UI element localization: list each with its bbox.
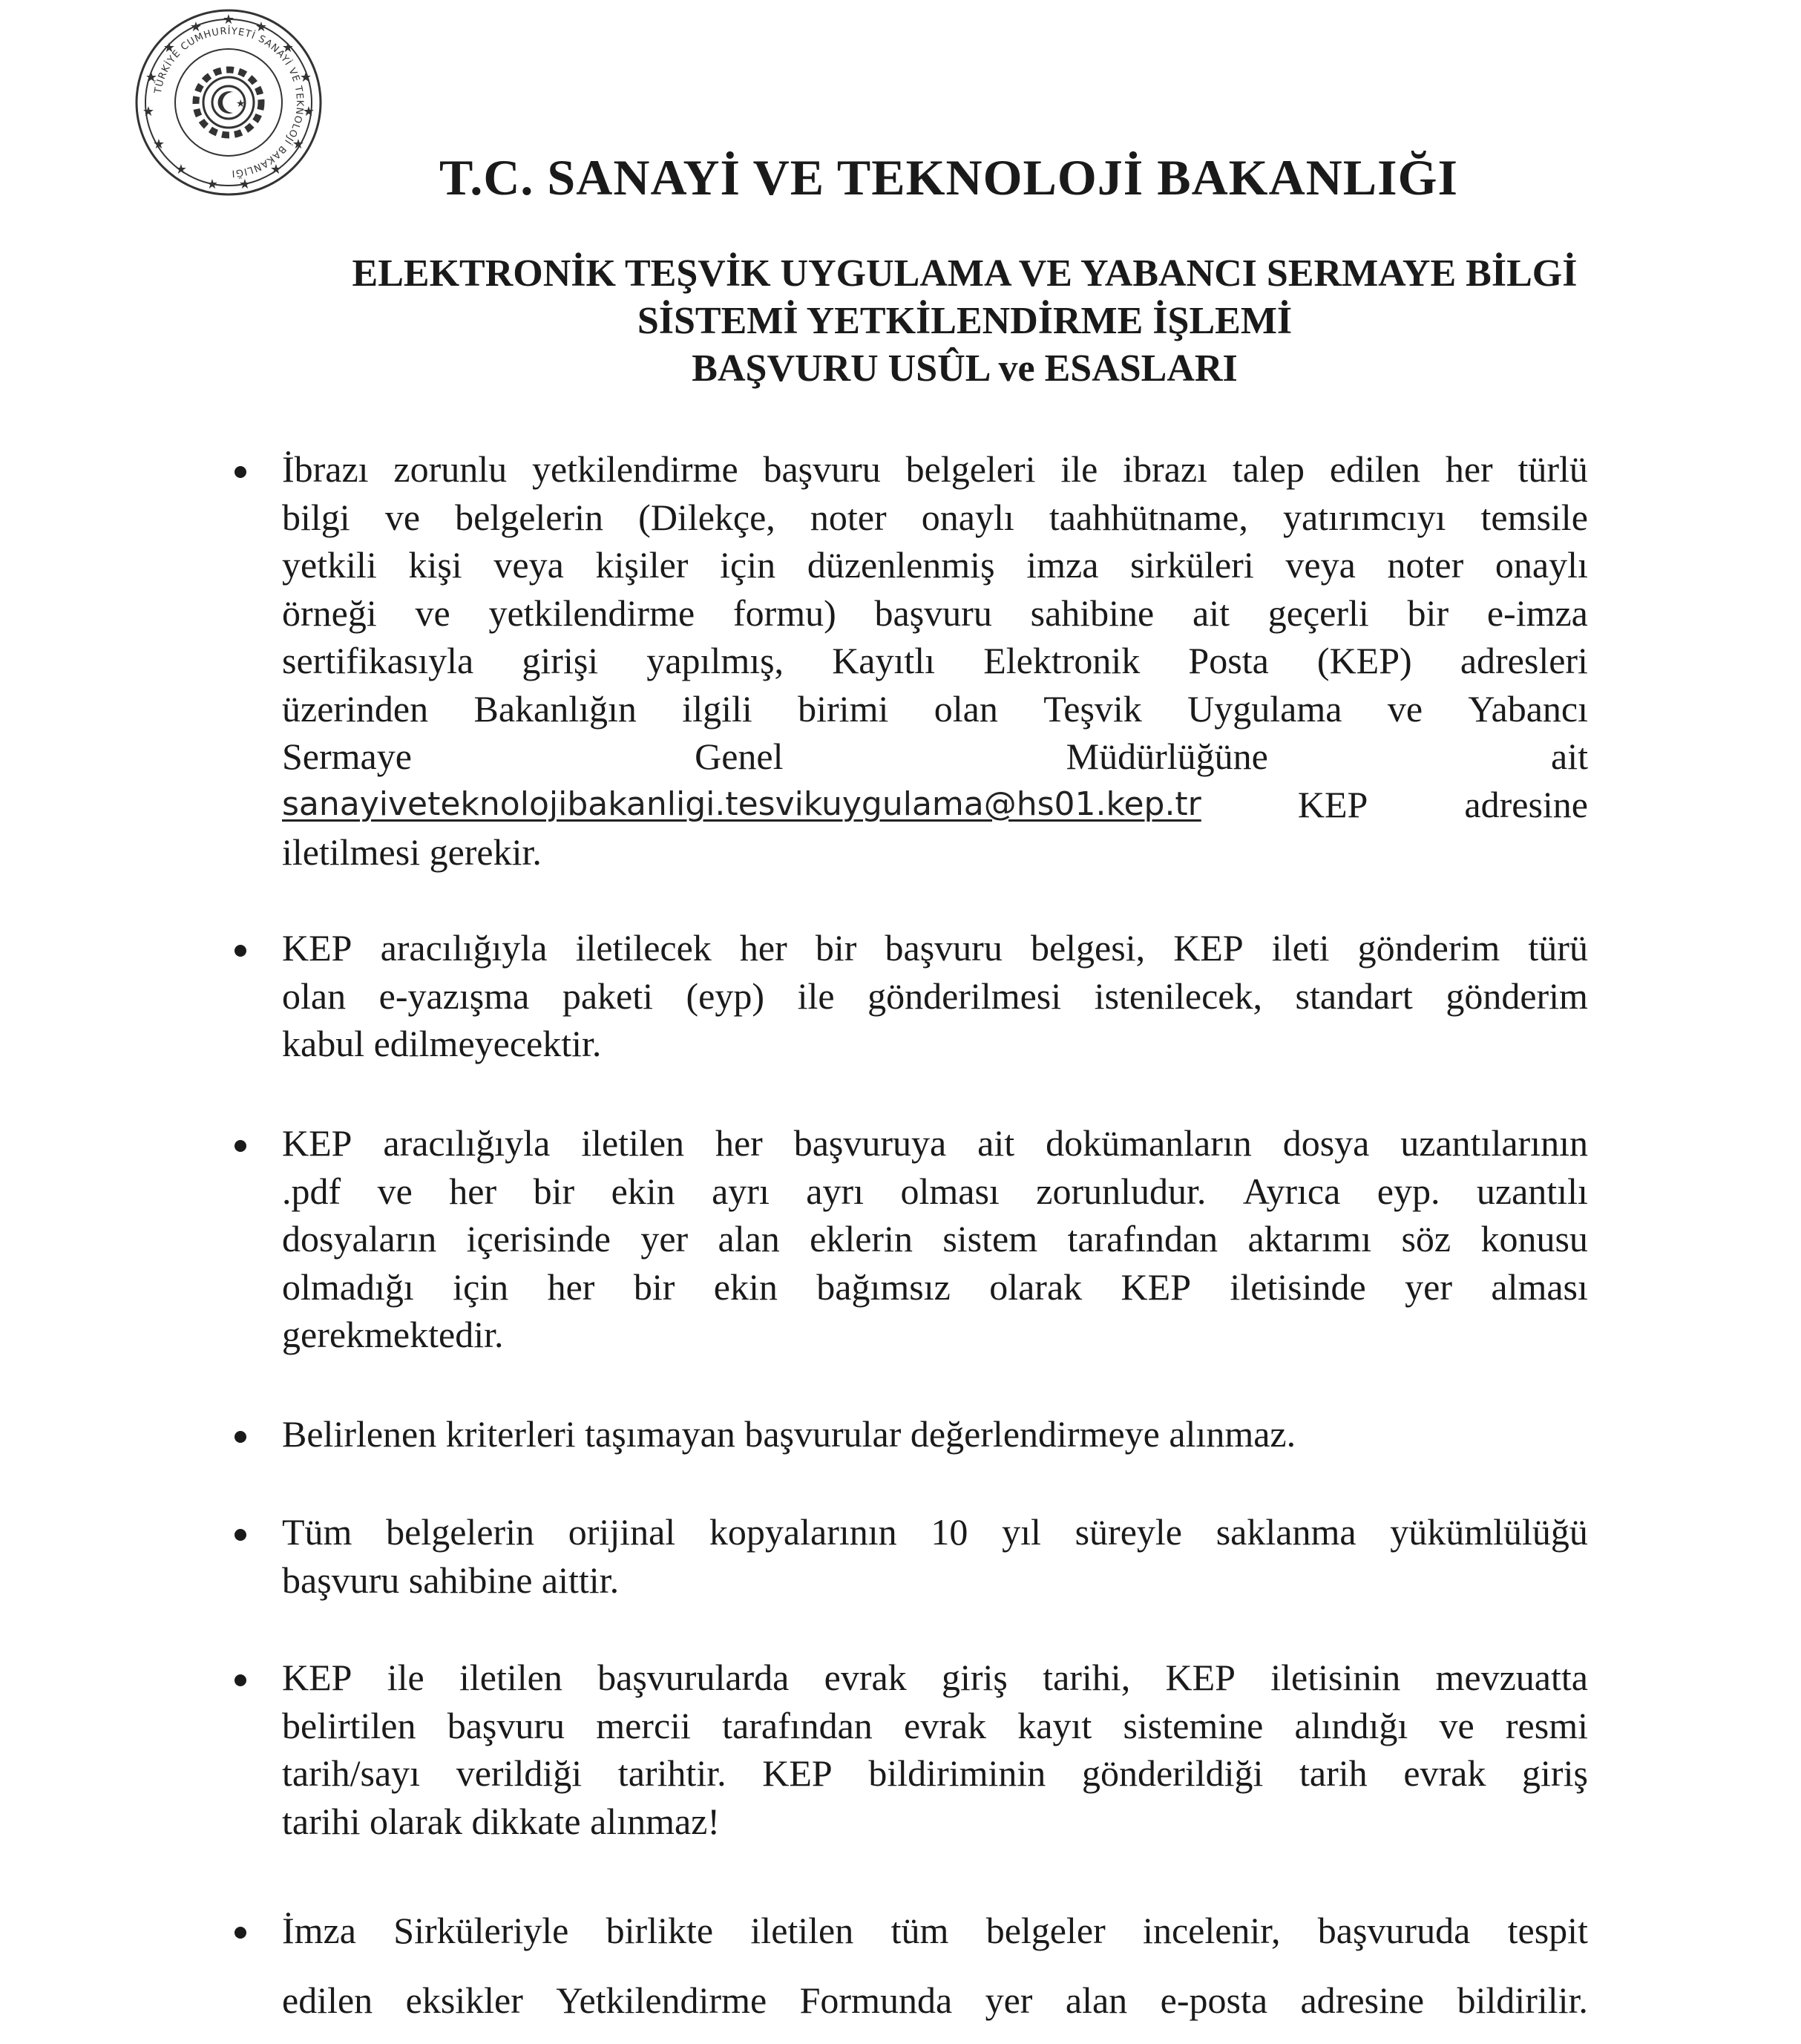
- rule-1-line-9: iletilmesi gerekir.: [282, 831, 542, 873]
- svg-text:★: ★: [145, 70, 158, 85]
- rule-3-line-5: gerekmektedir.: [282, 1314, 504, 1355]
- rule-1-line-2: bilgi ve belgelerin (Dilekçe, noter onaylı taahhütname, yatırımcıyı temsile: [282, 496, 1588, 538]
- word: Genel: [695, 736, 784, 777]
- svg-text:TÜRKİYE CUMHURİYETİ SANAYİ VE: TÜRKİYE CUMHURİYETİ SANAYİ VE TEKNOLOJİ BAKANLIĞI: [152, 25, 306, 179]
- svg-text:★: ★: [302, 104, 315, 119]
- rule-5-line-1: Tüm belgelerin orijinal kopyalarının 10 yıl süreyle saklanma yükümlülüğü: [282, 1511, 1588, 1553]
- rule-7-line-1: İmza Sirküleriyle birlikte iletilen tüm belgeler incelenir, başvuruda tespit: [282, 1910, 1588, 1951]
- word: adresine: [1464, 783, 1588, 825]
- bullet-dot: [234, 466, 246, 478]
- bullet-dot: [234, 1529, 246, 1541]
- rule-1-line-5: sertifikasıyla girişi yapılmış, Kayıtlı Elektronik Posta (KEP) adresleri: [282, 640, 1588, 681]
- rule-3-line-3: dosyaların içerisinde yer alan eklerin sistem tarafından aktarımı söz konusu: [282, 1218, 1588, 1260]
- svg-text:★: ★: [255, 19, 268, 35]
- rule-6-line-4: tarihi olarak dikkate alınmaz!: [282, 1800, 721, 1842]
- word: Müdürlüğüne: [1066, 736, 1268, 777]
- svg-text:★: ★: [281, 40, 295, 56]
- rule-4-line-1: Belirlenen kriterleri taşımayan başvurular değerlendirmeye alınmaz.: [282, 1413, 1296, 1455]
- svg-text:★: ★: [142, 104, 155, 119]
- title-line-1: ELEKTRONİK TEŞVİK UYGULAMA VE YABANCI SERMAYE BİLGİ: [352, 252, 1578, 295]
- rule-2-line-3: kabul edilmeyecektir.: [282, 1023, 602, 1064]
- svg-text:★: ★: [269, 162, 283, 177]
- rule-item-1: [282, 445, 1588, 877]
- bullet-dot: [234, 1927, 246, 1939]
- bullet-dot: [234, 1140, 246, 1152]
- rule-6-line-1: KEP ile iletilen başvurularda evrak giriş tarihi, KEP iletisinin mevzuatta: [282, 1657, 1588, 1698]
- rule-1-line-6: üzerinden Bakanlığın ilgili birimi olan Teşvik Uygulama ve Yabancı: [282, 687, 1588, 730]
- svg-text:★: ★: [206, 177, 219, 192]
- svg-text:★: ★: [299, 70, 312, 85]
- rule-3-line-2: .pdf ve her bir ekin ayrı ayrı olması zorunludur. Ayrıca eyp. uzantılı: [282, 1170, 1588, 1212]
- rule-6-line-2: belirtilen başvuru mercii tarafından evrak kayıt sistemine alındığı ve resmi: [282, 1704, 1588, 1746]
- svg-text:★: ★: [163, 40, 176, 56]
- bullet-dot: [234, 1431, 246, 1443]
- rule-3-line-4: olmadığı için her bir ekin bağımsız olarak KEP iletisinde yer alması: [282, 1265, 1588, 1308]
- ministry-title: T.C. SANAYİ VE TEKNOLOJİ BAKANLIĞI: [439, 149, 1458, 206]
- svg-text:★: ★: [152, 137, 165, 152]
- rule-6-line-3: tarih/sayı verildiği tarihtir. KEP bildiriminin gönderildiği tarih evrak giriş: [282, 1752, 1588, 1794]
- word: ait: [1551, 736, 1588, 777]
- svg-text:★: ★: [174, 162, 188, 177]
- rule-2-line-1: KEP aracılığıyla iletilecek her bir başvuru belgesi, KEP ileti gönderim türü: [282, 927, 1588, 969]
- title-line-2: SİSTEMİ YETKİLENDİRME İŞLEMİ: [637, 300, 1293, 342]
- rule-item-7: [282, 1896, 1588, 2035]
- rule-1-line-8: [282, 781, 1588, 829]
- title-line-3: BAŞVURU USÛL ve ESASLARI: [692, 347, 1238, 390]
- rule-item-5: [282, 1508, 1588, 1604]
- rule-3-line-1: KEP aracılığıyla iletilen her başvuruya ait dokümanların dosya uzantılarının: [282, 1122, 1588, 1164]
- document-title: [223, 250, 1707, 393]
- svg-text:★: ★: [238, 177, 252, 192]
- rule-item-2: [282, 924, 1588, 1068]
- svg-text:★: ★: [222, 12, 235, 27]
- rule-item-3: [282, 1119, 1588, 1359]
- kep-email-link[interactable]: sanayiveteknolojibakanligi.tesvikuygulama@hs01.kep.tr: [282, 784, 1201, 823]
- rule-1-line-1: İbrazı zorunlu yetkilendirme başvuru belgeleri ile ibrazı talep edilen her türlü: [282, 448, 1588, 490]
- svg-text:★: ★: [189, 19, 203, 35]
- svg-text:★: ★: [292, 137, 305, 152]
- word: Sermaye: [282, 736, 412, 777]
- rule-item-4: [282, 1410, 1588, 1458]
- word: KEP: [1297, 783, 1368, 825]
- rule-item-6: [282, 1654, 1588, 1845]
- rule-7-line-2: edilen eksikler Yetkilendirme Formunda yer alan e-posta adresine bildirilir.: [282, 1979, 1588, 2021]
- rule-1-line-7: [282, 733, 1588, 781]
- rule-1-line-3: yetkili kişi veya kişiler için düzenlenmiş imza sirküleri veya noter onaylı: [282, 544, 1588, 586]
- bullet-dot: [234, 945, 246, 957]
- bullet-dot: [234, 1674, 246, 1686]
- rule-1-line-4: örneği ve yetkilendirme formu) başvuru sahibine ait geçerli bir e-imza: [282, 592, 1588, 634]
- rule-2-line-2: olan e-yazışma paketi (eyp) ile gönderilmesi istenilecek, standart gönderim: [282, 974, 1588, 1017]
- rule-5-line-2: başvuru sahibine aittir.: [282, 1559, 620, 1601]
- svg-text:★: ★: [236, 98, 246, 110]
